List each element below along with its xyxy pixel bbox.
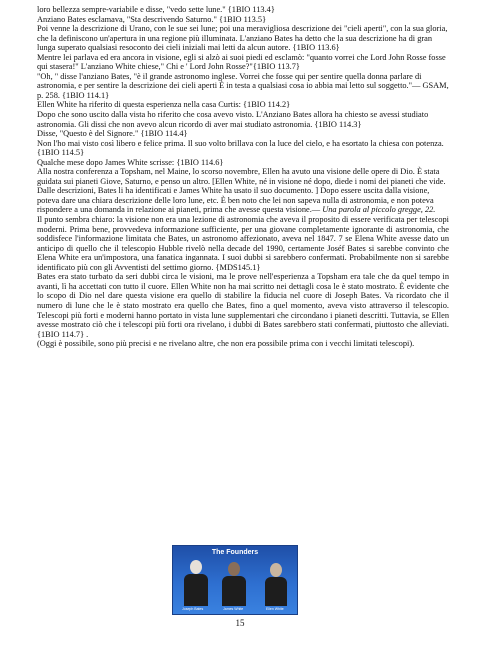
paragraph-vision-report: [37, 167, 449, 215]
citation-italic: Una parola al piccolo gregge, 22.: [322, 205, 436, 215]
portrait-head: [228, 562, 240, 576]
page-number: 15: [235, 618, 245, 628]
figure-title: The Founders: [211, 549, 259, 556]
paragraph: loro bellezza sempre-variabile e disse, "vedo sette lune." {1BIO 113.4}: [37, 5, 275, 14]
founders-image: [172, 545, 298, 615]
paragraph: Ellen White ha riferito di questa esperienza nella casa Curtis: {1BIO 114.2}: [37, 100, 291, 110]
paragraph: (Oggi è possibile, sono più precisi e ne rivelano altre, che non era possibile prima con i vecchi limitati telescopi).: [37, 339, 415, 349]
caption-joseph-bates: Joseph Bates: [182, 607, 204, 611]
paragraph-main-text: Alla nostra conferenza a Topsham, nel Maine, lo scorso novembre, Ellen ha avuto una visione delle opere di Dio. È stata guidata sui pianeti Giove, Saturno, e penso un altro. [Ellen White, né in visione né dopo, diede i nomi dei pianeti che vide. Dalle descrizioni, Bates li ha identificati e James White ha usato il suo documento. ] Dopo essere uscita dalla visione, poteva dare una chiara descrizione delle loro lune, etc. È ben noto che lei non sapeva nulla di astronomia, e non poteva rispondere a una domanda in relazione ai pianeti, prima che avesse questa visione.—: [37, 167, 446, 215]
paragraph: "Oh, " disse l'anziano Bates, "è il grande astronomo inglese. Vorrei che fosse qui per sentire quella donna parlare di astronomia, e per sentire la descrizione dei cieli aperti È in testa a qualsiasi cosa io abbia mai letto sul soggetto."— GSAM, p. 258. {1BIO 114.1}: [37, 71, 449, 100]
paragraph: Anziano Bates esclamava, "Sta descrivendo Saturno." {1BIO 113.5}: [37, 14, 267, 24]
paragraph: Non l'ho mai visto così libero e felice prima. Il suo volto brillava con la luce del cielo, e ha esortato la chiesa con potenza. {1BIO 114.5}: [37, 138, 444, 158]
caption-ellen-white: Ellen White: [266, 607, 284, 611]
portrait-ellen-white: [261, 560, 291, 606]
portrait-head: [270, 563, 282, 577]
portrait-body: [184, 574, 208, 606]
portrait-head: [190, 560, 202, 574]
paragraph: Poi venne la descrizione di Urano, con le sue sei lune; poi una meravigliosa descrizione dei "cieli aperti", con la sua gloria, che la definiscono un'apertura in una regione più illuminata. L'anziano Bates ha detto che la sua descrizione ha di gran lunga superato qualsiasi resoconto dei cieli iniziali mai letti da alcun autore. {1BIO 113.6}: [37, 24, 448, 53]
portrait-joseph-bates: [181, 558, 211, 606]
caption-james-white: James White: [223, 607, 244, 611]
paragraph: Il punto sembra chiaro: la visione non era una lezione di astronomia che aveva il proposito di essere verificata per telescopi moderni. Prima bene, provvedeva informazione sufficiente, per una giovane completamente ignorante di astronomia, che soddisfece l'informazione limitata che Bates, un astronomo affezionato, aveva nel 1847. 7 se Elena White avesse dato un anticipo di quello che il telescopio Hubble rivelò nella decade del 1990, certamente Joséf Bates si sarebbe convinto che Elena White era un'impostora, una fanatica ingannata. I suoi dubbi si sarebbero confermati. Probabilmente non si sarebbe identificato più con gli Avventisti del settimo giorno. {MDS145.1}: [37, 215, 449, 272]
paragraph: Bates era stato turbato da seri dubbi circa le visioni, ma le prove nell'esperienza a Topsham era tale che da quel tempo in avanti, lì ha accettati con tutto il cuore. Ellen White non ha mai scritto nei dettagli cosa le è stato mostrato. È evidente che lo scopo di Dio nel dare questa visione era quello di stabilire la fiducia nel cuore di Joseph Bates. Va ricordato che il numero di lune che le è stato mostrato era quello che Bates, fino a quel momento, aveva visto attraverso il telescopio. Telescopi più forti e moderni hanno portato in vista lune supplementari che circondano i pianeti descritti. Tuttavia, se Ellen avesse mostrato ciò che i telescopi più forti ora rivelano, i dubbi di Bates sarebbero stati confermati, piuttosto che alleviati. {1BIO 114.7} .: [37, 272, 449, 339]
paragraph: Qualche mese dopo James White scrisse: {1BIO 114.6}: [37, 157, 224, 167]
paragraph: Disse, "Questo è del Signore." {1BIO 114.4}: [37, 129, 188, 139]
portrait-body: [265, 577, 287, 606]
portrait-body: [222, 576, 246, 606]
paragraph: Mentre lei parlava ed era ancora in visione, egli si alzò ai suoi piedi ed esclamò: "quanto vorrei che Lord John Rosse fosse qui stasera!" L'anziano White chiese," Chi e ' Lord John Rosse?"{1BIO 113.7}: [37, 52, 446, 72]
portrait-james-white: [219, 560, 249, 606]
body-text: [37, 5, 449, 349]
paragraph: Dopo che sono uscito dalla vista ho riferito che cosa avevo visto. L'Anziano Bates allora ha chiesto se avessi studiato astronomia. Gli dissi che non avevo alcun ricordo di aver mai studiato astronomia. {1BIO 114.3}: [37, 110, 429, 129]
